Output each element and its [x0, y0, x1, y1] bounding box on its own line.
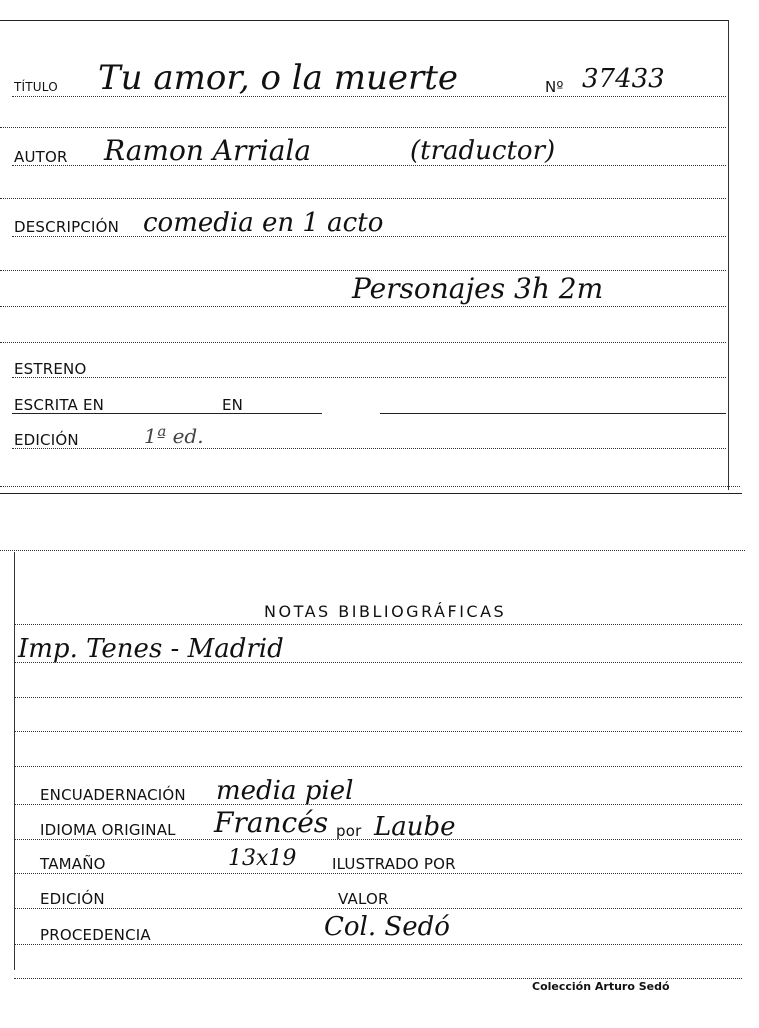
- autor-note: (traductor): [410, 136, 556, 166]
- por-value: Laube: [374, 812, 456, 842]
- por-label: por: [336, 822, 362, 840]
- card2-bottom-rule: [14, 978, 742, 979]
- estreno-line: [12, 377, 726, 378]
- titulo-value: Tu amor, o la muerte: [98, 58, 459, 98]
- escrita-line: [12, 413, 322, 414]
- card2-top-edge: [0, 550, 745, 551]
- rule: [14, 624, 742, 625]
- tamano-label: TAMAÑO: [40, 855, 106, 873]
- encuadernacion-line: [14, 804, 742, 805]
- edicion2-line: [14, 908, 742, 909]
- estreno-label: ESTRENO: [14, 360, 87, 378]
- notas-header: NOTAS BIBLIOGRÁFICAS: [264, 602, 507, 621]
- collection-credit: Colección Arturo Sedó: [532, 980, 670, 993]
- card-bottom-dots: [0, 486, 740, 487]
- rule: [14, 697, 742, 698]
- rule: [0, 127, 726, 128]
- procedencia-label: PROCEDENCIA: [40, 926, 151, 944]
- tamano-value: 13x19: [228, 846, 297, 871]
- autor-line: [12, 165, 726, 166]
- card-top-edge: [0, 20, 728, 21]
- rule: [0, 270, 726, 271]
- rule: [0, 342, 726, 343]
- personajes-line: [0, 306, 726, 307]
- personajes-value: Personajes 3h 2m: [352, 272, 604, 305]
- tamano-line: [14, 873, 742, 874]
- valor-label: VALOR: [338, 890, 389, 908]
- procedencia-value: Col. Sedó: [324, 912, 450, 942]
- rule: [14, 766, 742, 767]
- rule: [0, 198, 726, 199]
- rule: [14, 662, 742, 663]
- numero-value: 37433: [582, 64, 665, 94]
- encuadernacion-label: ENCUADERNACIÓN: [40, 786, 186, 804]
- card-bottom-edge: [0, 493, 742, 494]
- descripcion-line: [12, 236, 726, 237]
- titulo-line: [12, 96, 726, 97]
- autor-label: AUTOR: [14, 148, 68, 166]
- notas-value: Imp. Tenes - Madrid: [18, 634, 284, 664]
- en-label: EN: [222, 396, 244, 414]
- numero-label: Nº: [545, 78, 564, 96]
- encuadernacion-value: media piel: [216, 776, 354, 806]
- idioma-label: IDIOMA ORIGINAL: [40, 821, 176, 839]
- titulo-label: TÍTULO: [14, 80, 58, 94]
- descripcion-label: DESCRIPCIÓN: [14, 218, 120, 236]
- edicion-line: [12, 448, 726, 449]
- idioma-value: Francés: [214, 806, 329, 839]
- edicion-label: EDICIÓN: [14, 431, 79, 449]
- descripcion-value: comedia en 1 acto: [143, 208, 384, 238]
- edicion-value: 1ª ed.: [144, 424, 204, 448]
- autor-value: Ramon Arriala: [104, 134, 312, 167]
- edicion2-label: EDICIÓN: [40, 890, 105, 908]
- procedencia-line: [14, 944, 742, 945]
- card-right-edge: [728, 20, 729, 490]
- idioma-line: [14, 839, 742, 840]
- rule: [14, 731, 742, 732]
- en-line: [380, 413, 726, 414]
- ilustrado-label: ILUSTRADO POR: [332, 855, 456, 873]
- escrita-label: ESCRITA EN: [14, 396, 105, 414]
